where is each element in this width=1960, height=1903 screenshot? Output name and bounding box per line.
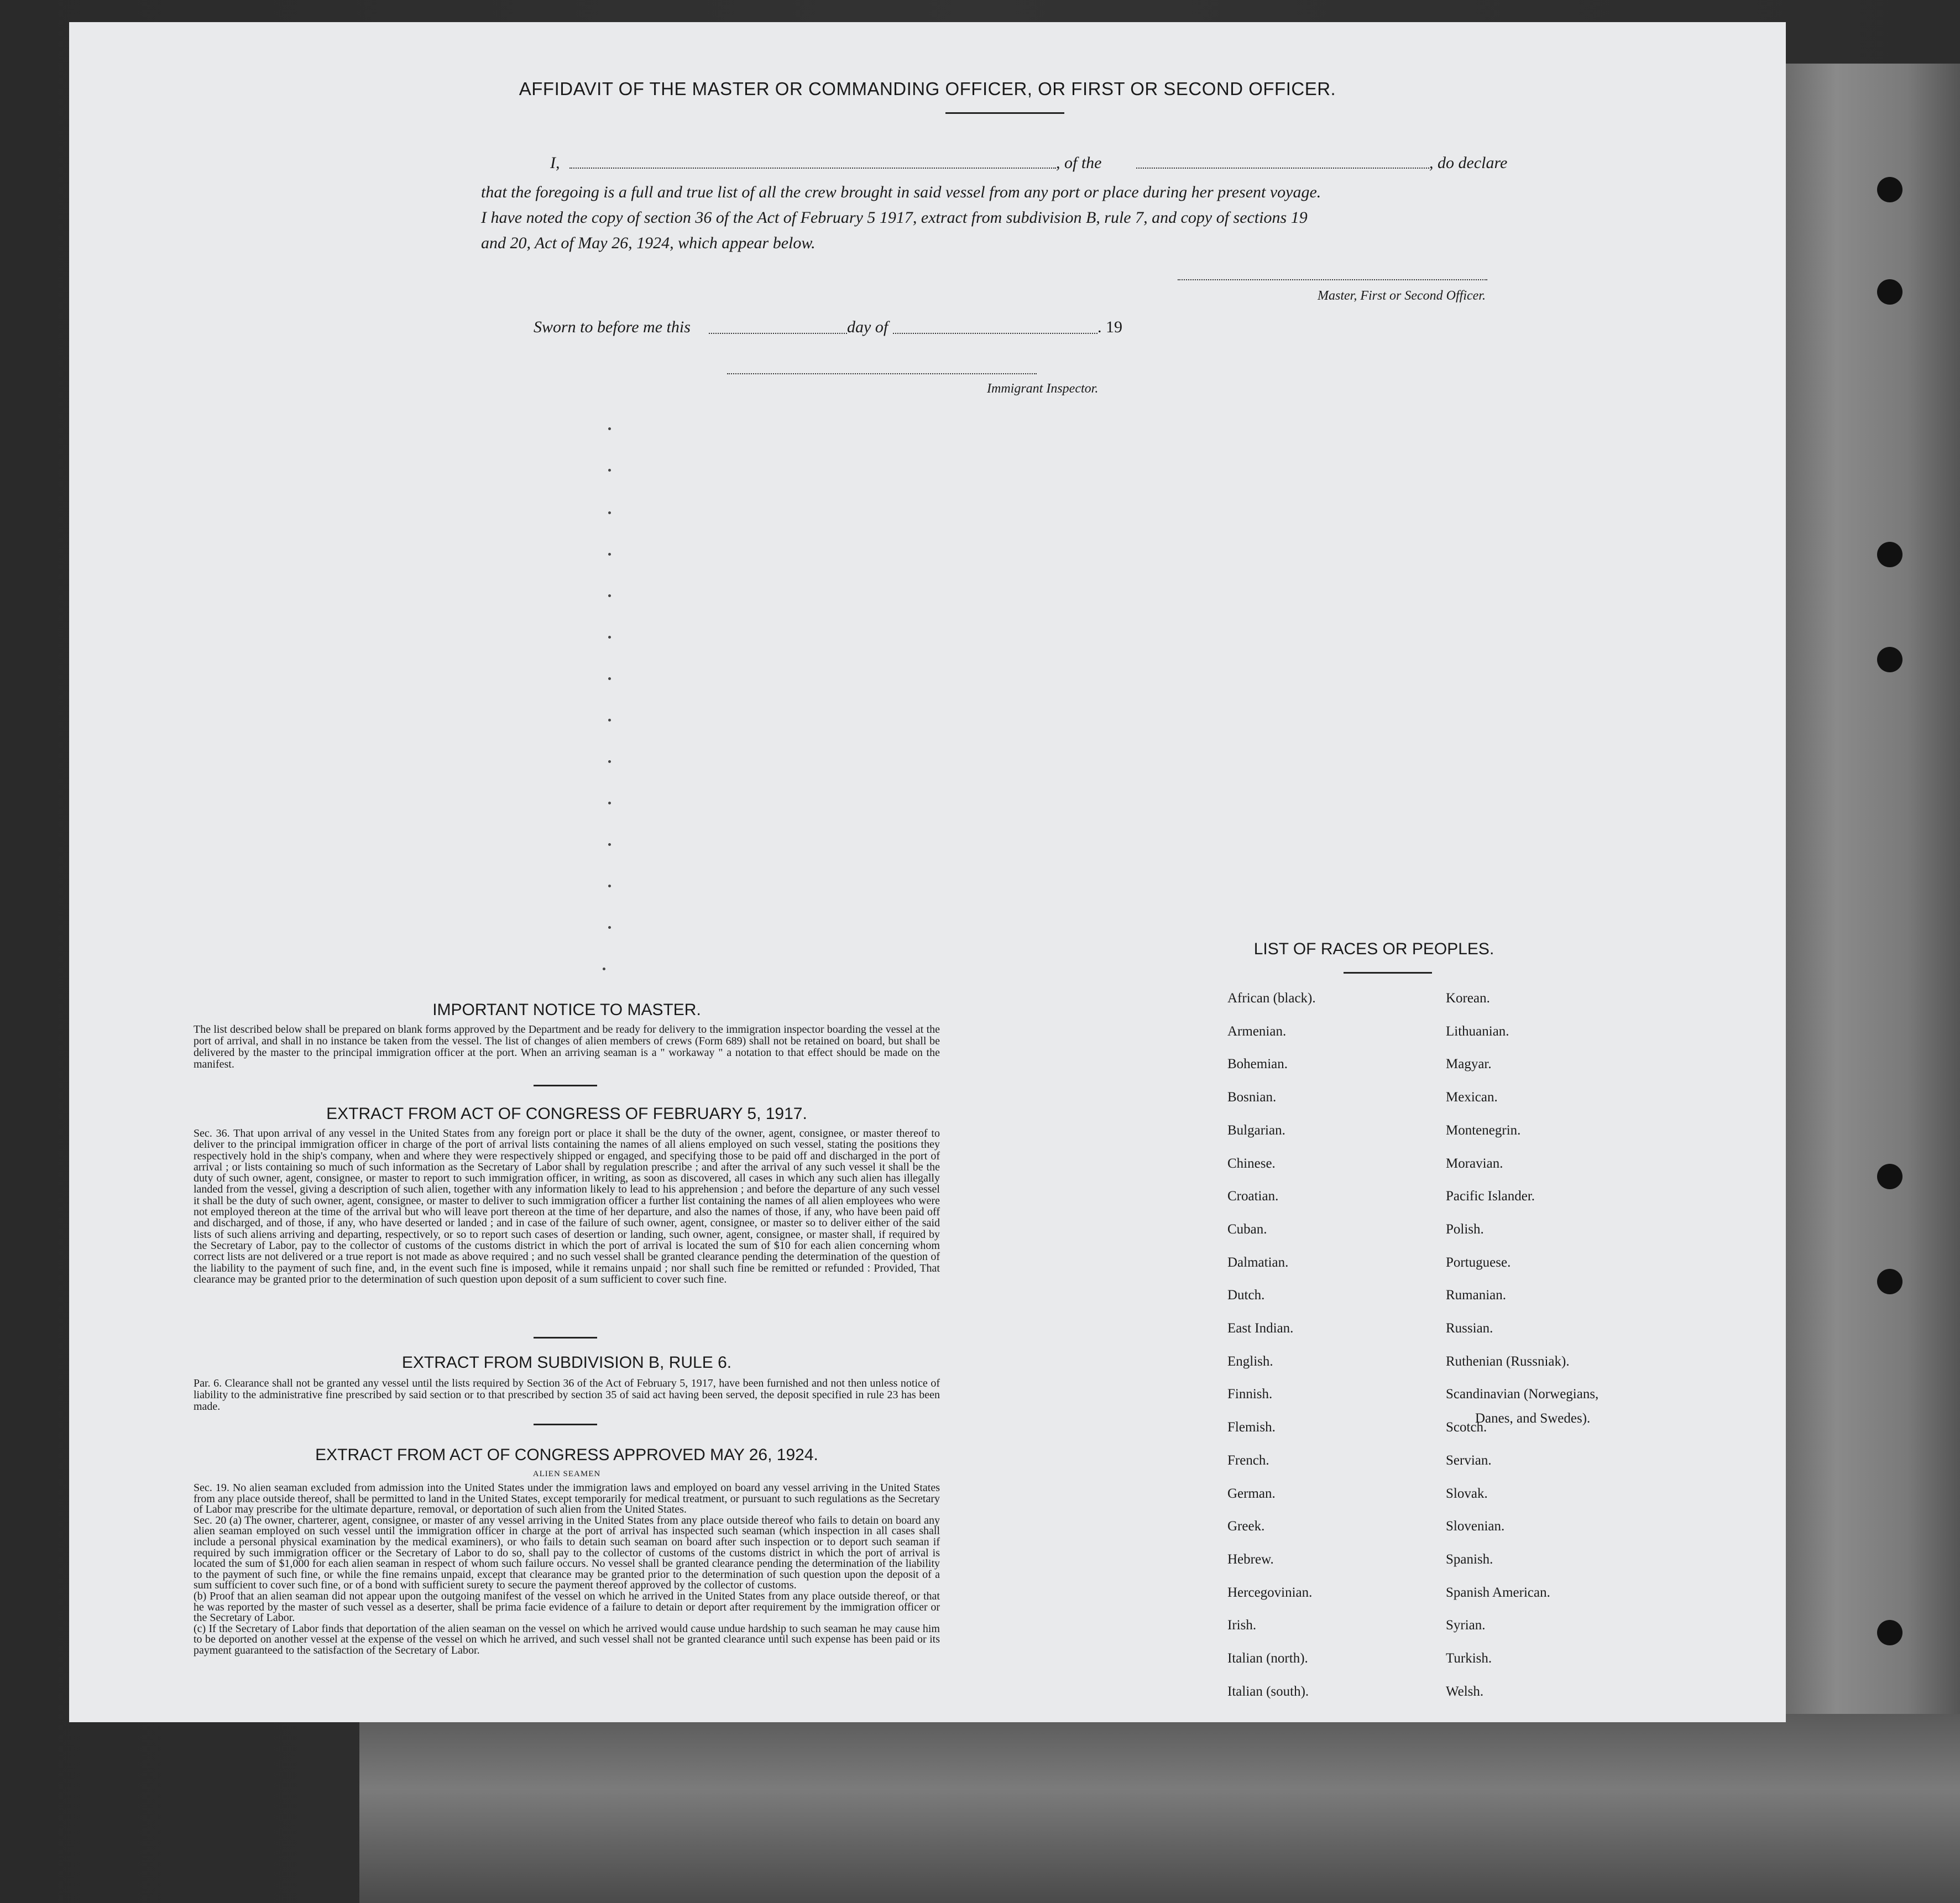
guide-dot — [608, 885, 611, 887]
sec-20b-text: (b) Proof that an alien seaman did not appear upon the outgoing manifest of the vessel on which he arrived in the United States from any place outside thereof, or that he was reported by the master of such vessel as a deserter, shall be prima facie evidence of a failure to detain or deport after requirement by the immigration officer or the Secretary of Labor. — [194, 1590, 940, 1624]
race-list-item: Rumanian. — [1446, 1288, 1507, 1303]
race-list-item: Flemish. — [1227, 1420, 1276, 1435]
race-list-item: Turkish. — [1446, 1651, 1492, 1666]
race-list-item: German. — [1227, 1486, 1276, 1501]
race-list-item: Hebrew. — [1227, 1551, 1274, 1567]
race-list-item: Armenian. — [1227, 1023, 1287, 1039]
race-list-item: Portuguese. — [1446, 1254, 1511, 1270]
guide-dot — [608, 469, 611, 472]
guide-dot — [608, 926, 611, 929]
race-list-item: Montenegrin. — [1446, 1122, 1521, 1138]
guide-dot — [608, 677, 611, 680]
name-blank — [569, 168, 1056, 169]
notice-body: The list described below shall be prepared on blank forms approved by the Department and be ready for delivery to the immigration inspector boarding the vessel at the port of arrival, and shall in no instance be taken from the vessel. The list of changes of alien members of crews (Form 689) shall not be retained on board, but shall be delivered by the master to the principal immigration officer at the port. When an arriving seaman is a " workaway " a notation to that effect should be made on the manifest. — [194, 1023, 940, 1070]
sworn-label: Sworn to before me this — [534, 318, 691, 336]
race-list-item: Spanish American. — [1446, 1585, 1550, 1600]
race-list-item: Slovak. — [1446, 1486, 1488, 1501]
punch-hole-icon — [1877, 279, 1902, 305]
race-list-item: French. — [1227, 1452, 1269, 1468]
divider — [534, 1085, 597, 1086]
race-list-item: Italian (south). — [1227, 1684, 1309, 1699]
affidavit-line4: and 20, Act of May 26, 1924, which appear below. — [481, 234, 816, 252]
punch-hole-icon — [1877, 542, 1902, 567]
race-list-item: Dalmatian. — [1227, 1254, 1289, 1270]
sworn-day-blank — [709, 333, 847, 334]
extract-1924-title: EXTRACT FROM ACT OF CONGRESS APPROVED MAY 26, 1924. — [315, 1446, 818, 1464]
affidavit-line3: I have noted the copy of section 36 of the Act of February 5 1917, extract from subdivision B, rule 7, and copy of sections 19 — [481, 208, 1308, 227]
race-list-item: Dutch. — [1227, 1288, 1265, 1303]
day-of-label: day of — [847, 318, 888, 336]
punch-hole-icon — [1877, 1269, 1902, 1294]
guide-dot — [608, 719, 611, 722]
races-title: LIST OF RACES OR PEOPLES. — [1253, 940, 1494, 958]
race-list-item: Moravian. — [1446, 1156, 1503, 1171]
scan-right-margin — [1783, 64, 1960, 1903]
guide-dot — [603, 968, 605, 970]
race-list-item: English. — [1227, 1353, 1273, 1369]
race-list-item: Chinese. — [1227, 1156, 1276, 1171]
divider — [534, 1337, 597, 1339]
guide-dot — [608, 511, 611, 514]
race-list-item: Cuban. — [1227, 1221, 1267, 1237]
guide-dot — [608, 636, 611, 639]
inspector-label: Immigrant Inspector. — [987, 381, 1099, 396]
scan-bottom-margin — [359, 1714, 1960, 1903]
guide-dot — [608, 843, 611, 846]
guide-dot — [608, 427, 611, 430]
inspector-signature-blank — [727, 373, 1037, 374]
extract-1917-title: EXTRACT FROM ACT OF CONGRESS OF FEBRUARY 5, 1917. — [326, 1105, 807, 1123]
subdivision-b-title: EXTRACT FROM SUBDIVISION B, RULE 6. — [401, 1353, 732, 1372]
race-list-item: Bohemian. — [1227, 1057, 1288, 1072]
guide-dot — [608, 594, 611, 597]
year-label: . 19 — [1097, 318, 1122, 336]
of-the-label: , of the — [1056, 154, 1102, 172]
sworn-month-blank — [893, 333, 1097, 334]
race-list-item: Hercegovinian. — [1227, 1585, 1313, 1600]
divider — [945, 112, 1064, 114]
race-list-item: Ruthenian (Russniak). — [1446, 1353, 1570, 1369]
divider — [1344, 972, 1432, 974]
race-list-item: Scandinavian (Norwegians, — [1446, 1387, 1599, 1402]
signature-label: Master, First or Second Officer. — [1318, 289, 1486, 303]
alien-seamen-subtitle: ALIEN SEAMEN — [532, 1470, 601, 1478]
race-list-item: Lithuanian. — [1446, 1023, 1509, 1039]
punch-hole-icon — [1877, 1164, 1902, 1189]
race-list-item: Welsh. — [1446, 1684, 1484, 1699]
affidavit-i-label: I, — [550, 154, 560, 172]
guide-dot — [608, 760, 611, 763]
divider — [534, 1424, 597, 1425]
subdivision-b-body: Par. 6. Clearance shall not be granted any vessel until the lists required by Section 36 of the Act of February 5, 1917, have been furnished and not then unless notice of liability to the administrative fine prescribed by said section or to that prescribed by section 35 of said act having been served, the deposit specified in rule 23 has been made. — [194, 1377, 940, 1413]
sec-19-text: Sec. 19. No alien seaman excluded from admission into the United States under the immigration laws and employed on board any vessel arriving in the United States from any place outside thereof, shall be permitted to land in the United States, except temporarily for medical treatment, or pursuant to such regulations as the Secretary of Labor may prescribe for the ultimate departure, removal, or deportation of such alien from the United States. — [194, 1482, 940, 1516]
punch-hole-icon — [1877, 1620, 1902, 1645]
race-list-item: Mexican. — [1446, 1090, 1498, 1105]
declare-label: , do declare — [1429, 154, 1508, 172]
race-list-item: Magyar. — [1446, 1057, 1492, 1072]
race-list-item: Greek. — [1227, 1519, 1265, 1534]
signature-blank — [1178, 279, 1487, 280]
race-list-item: Irish. — [1227, 1618, 1257, 1633]
race-list-item: Bulgarian. — [1227, 1122, 1285, 1138]
race-list-item: Italian (north). — [1227, 1651, 1308, 1666]
affidavit-title: AFFIDAVIT OF THE MASTER OR COMMANDING OFFICER, OR FIRST OR SECOND OFFICER. — [519, 79, 1336, 99]
sec-20a-text: Sec. 20 (a) The owner, charterer, agent, consignee, or master of any vessel arriving in the United States from any place outside thereof who fails to detain on board any alien seaman employed on such vessel until the immigration officer in charge at the port of arrival has inspected such seaman (which inspection in all cases shall include a personal physical examination by the medical examiners), or who fails to detain such seaman on board after such inspection or to deport such seaman if required by such immigration officer or the Secretary of Labor to do so, shall pay to the collector of customs of the customs district in which the port of arrival is located the sum of $1,000 for each alien seaman in respect of whom such failure occurs. No vessel shall be granted clearance pending the determination of the liability to the payment of such fine, or while the fine remains unpaid, except that clearance may be granted prior to the determination of such question upon the deposit of a sum sufficient to cover such fine, or of a bond with sufficient surety to secure the payment thereof approved by the collector of customs. — [194, 1514, 940, 1592]
race-list-item: Bosnian. — [1227, 1090, 1277, 1105]
sec-20c-text: (c) If the Secretary of Labor finds that deportation of the alien seaman on the vessel on which he arrived would cause undue hardship to such seaman he may cause him to be deported on another vessel at the expense of the vessel on which he arrived, and such vessel shall not be granted clearance until such expense has been paid or its payment guaranteed to the satisfaction of the Secretary of Labor. — [194, 1622, 940, 1656]
affidavit-body — [481, 180, 1523, 256]
race-list-item: Pacific Islander. — [1446, 1189, 1535, 1204]
document-page — [69, 22, 1786, 1722]
extract-1917-body: Sec. 36. That upon arrival of any vessel in the United States from any foreign port or place it shall be the duty of the owner, agent, consignee, or master thereof to deliver to the principal immigration officer in charge of the port of arrival lists containing the names of all aliens employed on such vessel, stating the positions they respectively hold in the ship's company, when and where they were respectively shipped or engaged, and specifying those to be paid off and discharged in the port of arrival ; or lists containing so much of such information as the Secretary of Labor shall by regulation prescribe ; and after the arrival of any such vessel it shall be the duty of such owner, agent, consignee, or master to report to such immigration officer, in writing, as soon as discovered, all cases in which any such alien has illegally landed from the vessel, giving a description of such alien, together with any information likely to lead to his apprehension ; and before the departure of any such vessel it shall be the duty of such owner, agent, consignee, or master to deliver to such immigration officer a further list containing the names of all alien employees who were not employed thereon at the time of the arrival but who will leave port thereon at the time of her departure, and also the names of those, if any, who have been paid off and discharged, and of those, if any, who have deserted or landed ; and in case of the failure of such owner, agent, consignee, or master so to deliver either of the said lists of such aliens arriving and departing, respectively, or so to report such cases of desertion or landing, such owner, agent, consignee, or master shall, if required by the Secretary of Labor, pay to the collector of customs of the customs district in which the port of arrival is located the sum of $10 for each alien concerning whom correct lists are not delivered or a true report is not made as above required ; and no such vessel shall be granted clearance pending the determination of the question of the liability to the payment of such fine, and, in the event such fine is imposed, while it remains unpaid ; nor shall such fine be remitted or refunded : Provided, That clearance may be granted prior to the determination of such question upon deposit of a sum sufficient to cover such fine. — [194, 1127, 940, 1285]
notice-title: IMPORTANT NOTICE TO MASTER. — [432, 1001, 701, 1019]
affidavit-line2: that the foregoing is a full and true list of all the crew brought in said vessel from any port or place during her present voyage. — [481, 183, 1321, 201]
race-list-item: Russian. — [1446, 1321, 1493, 1336]
race-continuation: Danes, and Swedes). — [1475, 1411, 1591, 1426]
guide-dot — [608, 553, 611, 556]
race-list-item: Slovenian. — [1446, 1519, 1505, 1534]
race-list-item: Servian. — [1446, 1452, 1492, 1468]
race-list-item: Korean. — [1446, 991, 1490, 1006]
race-list-item: Polish. — [1446, 1221, 1484, 1237]
race-list-item: East Indian. — [1227, 1321, 1294, 1336]
race-list-item: Syrian. — [1446, 1618, 1486, 1633]
race-list-item: Spanish. — [1446, 1551, 1493, 1567]
race-list-item: Croatian. — [1227, 1189, 1279, 1204]
guide-dot — [608, 802, 611, 804]
race-list-item: Scotch. — [1446, 1420, 1487, 1435]
race-list-item: Finnish. — [1227, 1387, 1273, 1402]
race-list-item: African (black). — [1227, 991, 1316, 1006]
vessel-blank — [1136, 168, 1429, 169]
punch-hole-icon — [1877, 647, 1902, 672]
extract-1924-body — [194, 1483, 940, 1656]
punch-hole-icon — [1877, 177, 1902, 202]
